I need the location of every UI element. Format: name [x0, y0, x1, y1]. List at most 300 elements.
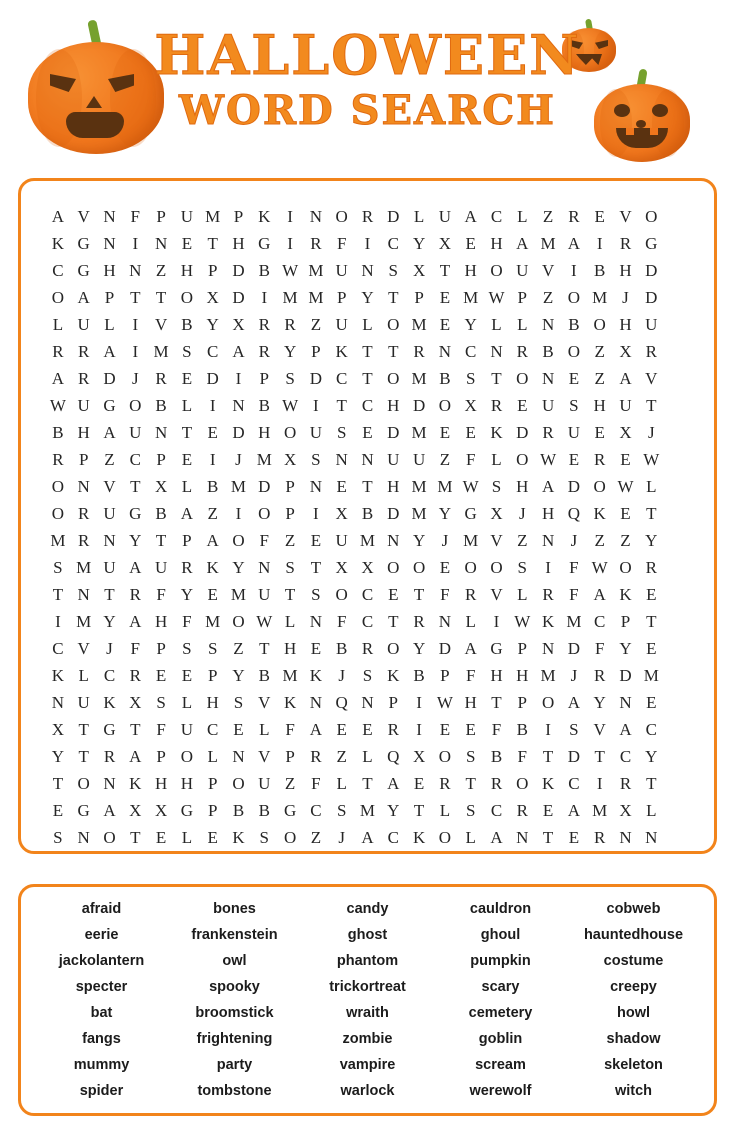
grid-cell[interactable]: E [362, 423, 373, 442]
grid-cell[interactable]: I [596, 774, 603, 793]
word-list-item[interactable]: vampire [339, 1057, 396, 1073]
grid-cell[interactable]: O [438, 396, 452, 415]
grid-cell[interactable] [664, 662, 690, 689]
grid-cell[interactable]: U [180, 720, 194, 739]
grid-cell[interactable]: R [465, 585, 477, 604]
grid-cell[interactable]: E [439, 288, 451, 307]
grid-cell[interactable]: D [567, 747, 581, 766]
grid-cell[interactable]: N [387, 531, 400, 550]
grid-cell[interactable]: U [77, 396, 90, 415]
word-list-item[interactable]: mummy [73, 1057, 130, 1073]
grid-cell[interactable]: B [542, 342, 554, 361]
grid-cell[interactable]: T [542, 828, 554, 847]
grid-cell[interactable]: V [593, 720, 606, 739]
grid-cell[interactable] [664, 716, 690, 743]
grid-cell[interactable]: G [77, 801, 90, 820]
grid-cell[interactable]: L [362, 315, 373, 334]
grid-cell[interactable]: A [619, 720, 632, 739]
grid-cell[interactable] [664, 365, 690, 392]
word-list-item[interactable]: candy [346, 901, 389, 917]
grid-cell[interactable]: X [154, 801, 168, 820]
grid-cell[interactable]: S [285, 369, 295, 388]
grid-cell[interactable]: N [77, 828, 90, 847]
word-list-item[interactable]: zombie [342, 1031, 393, 1047]
grid-cell[interactable]: N [154, 234, 168, 253]
grid-cell[interactable]: D [645, 288, 658, 307]
grid-cell[interactable]: X [335, 558, 348, 577]
word-list-item[interactable]: creepy [610, 979, 657, 995]
grid-cell[interactable]: V [77, 639, 90, 658]
grid-cell[interactable]: B [155, 504, 167, 523]
grid-cell[interactable]: O [180, 747, 194, 766]
grid-cell[interactable]: U [154, 558, 168, 577]
grid-cell[interactable]: G [258, 234, 271, 253]
grid-cell[interactable]: B [52, 423, 64, 442]
grid-cell[interactable]: P [78, 450, 89, 469]
grid-cell[interactable]: Z [594, 342, 605, 361]
grid-cell[interactable]: U [77, 693, 90, 712]
grid-cell[interactable]: C [568, 774, 580, 793]
grid-cell[interactable]: R [78, 369, 90, 388]
grid-cell[interactable]: P [388, 693, 399, 712]
grid-cell[interactable]: G [77, 261, 90, 280]
grid-cell[interactable]: M [230, 477, 247, 496]
grid-cell[interactable]: X [619, 342, 632, 361]
grid-cell[interactable]: M [411, 504, 427, 523]
word-list-item[interactable]: pumpkin [470, 953, 531, 969]
grid-cell[interactable] [664, 203, 690, 230]
grid-cell[interactable]: L [491, 315, 502, 334]
grid-cell[interactable]: R [594, 828, 606, 847]
grid-cell[interactable]: A [464, 207, 477, 226]
grid-cell[interactable]: Z [207, 504, 218, 523]
grid-cell[interactable]: Z [233, 639, 244, 658]
grid-cell[interactable]: H [258, 423, 271, 442]
grid-cell[interactable]: X [129, 801, 142, 820]
grid-cell[interactable]: A [490, 828, 503, 847]
grid-cell[interactable]: T [259, 639, 270, 658]
grid-cell[interactable]: J [338, 828, 345, 847]
grid-cell[interactable]: C [361, 585, 374, 604]
grid-cell[interactable]: T [362, 369, 373, 388]
grid-cell[interactable]: P [156, 207, 166, 226]
grid-cell[interactable]: Y [103, 612, 116, 631]
grid-cell[interactable] [664, 743, 690, 770]
grid-cell[interactable]: D [387, 504, 400, 523]
grid-cell[interactable]: R [516, 342, 528, 361]
word-list-item[interactable]: werewolf [469, 1083, 532, 1099]
grid-cell[interactable]: D [567, 639, 581, 658]
grid-cell[interactable]: U [258, 585, 271, 604]
grid-cell[interactable]: I [132, 315, 139, 334]
grid-cell[interactable]: K [490, 423, 503, 442]
grid-cell[interactable]: O [77, 774, 90, 793]
grid-cell[interactable]: E [207, 828, 218, 847]
grid-cell[interactable]: L [181, 828, 193, 847]
grid-cell[interactable]: U [309, 423, 323, 442]
grid-cell[interactable]: O [593, 477, 606, 496]
grid-cell[interactable]: K [387, 666, 400, 685]
grid-cell[interactable]: R [310, 234, 322, 253]
grid-cell[interactable]: A [103, 342, 116, 361]
grid-cell[interactable]: A [129, 747, 142, 766]
word-list-item[interactable]: ghost [347, 927, 388, 943]
grid-cell[interactable]: I [313, 396, 319, 415]
grid-cell[interactable]: U [619, 396, 632, 415]
grid-cell[interactable]: W [514, 612, 531, 631]
grid-cell[interactable]: O [516, 450, 529, 469]
grid-cell[interactable]: O [129, 396, 142, 415]
grid-cell[interactable]: W [256, 612, 273, 631]
grid-cell[interactable]: U [129, 423, 142, 442]
grid-cell[interactable]: L [181, 477, 193, 496]
grid-cell[interactable]: W [282, 396, 299, 415]
grid-cell[interactable]: F [465, 450, 476, 469]
grid-cell[interactable]: D [232, 423, 245, 442]
grid-cell[interactable]: Y [645, 531, 658, 550]
grid-cell[interactable]: P [207, 801, 218, 820]
grid-cell[interactable]: C [52, 639, 64, 658]
grid-cell[interactable]: V [258, 693, 271, 712]
grid-cell[interactable]: D [438, 639, 452, 658]
grid-cell[interactable]: J [235, 450, 242, 469]
grid-cell[interactable]: T [646, 504, 657, 523]
grid-cell[interactable]: K [206, 558, 219, 577]
grid-cell[interactable]: E [181, 234, 193, 253]
grid-cell[interactable] [664, 311, 690, 338]
grid-cell[interactable]: Z [104, 450, 115, 469]
grid-cell[interactable]: X [619, 423, 632, 442]
grid-cell[interactable]: K [51, 234, 65, 253]
grid-cell[interactable]: P [517, 288, 528, 307]
grid-cell[interactable]: X [412, 747, 426, 766]
grid-cell[interactable]: A [387, 774, 400, 793]
grid-cell[interactable]: N [541, 639, 555, 658]
grid-cell[interactable]: J [106, 639, 113, 658]
grid-cell[interactable]: H [516, 477, 529, 496]
grid-cell[interactable]: O [232, 531, 245, 550]
grid-cell[interactable]: L [207, 747, 218, 766]
grid-cell[interactable]: O [232, 612, 245, 631]
grid-cell[interactable]: Y [129, 531, 142, 550]
grid-cell[interactable]: A [51, 369, 65, 388]
word-list-item[interactable]: spooky [209, 979, 260, 995]
grid-cell[interactable]: Q [567, 504, 581, 523]
grid-cell[interactable]: P [414, 288, 424, 307]
grid-cell[interactable]: H [619, 315, 632, 334]
grid-cell[interactable]: T [155, 531, 167, 550]
grid-cell[interactable]: O [619, 558, 632, 577]
grid-cell[interactable]: Z [310, 315, 322, 334]
grid-cell[interactable]: Z [155, 261, 167, 280]
grid-cell[interactable]: I [209, 450, 216, 469]
grid-cell[interactable]: T [336, 396, 347, 415]
grid-cell[interactable]: D [232, 288, 245, 307]
grid-cell[interactable]: W [617, 477, 634, 496]
grid-cell[interactable]: T [413, 585, 425, 604]
grid-cell[interactable]: F [311, 774, 321, 793]
grid-cell[interactable]: O [335, 585, 348, 604]
grid-cell[interactable]: H [490, 234, 503, 253]
grid-cell[interactable]: T [439, 261, 451, 280]
grid-cell[interactable]: B [155, 396, 167, 415]
grid-cell[interactable]: E [517, 396, 528, 415]
grid-cell[interactable]: K [283, 693, 297, 712]
word-list-item[interactable]: broomstick [195, 1005, 274, 1021]
grid-cell[interactable]: G [77, 234, 90, 253]
grid-cell[interactable]: K [412, 828, 426, 847]
grid-cell[interactable] [664, 635, 690, 662]
grid-cell[interactable]: I [571, 261, 577, 280]
grid-cell[interactable]: B [439, 369, 451, 388]
grid-cell[interactable]: R [129, 585, 141, 604]
grid-cell[interactable]: N [361, 693, 374, 712]
grid-cell[interactable]: D [258, 477, 271, 496]
grid-cell[interactable]: R [490, 396, 503, 415]
grid-cell[interactable]: C [594, 612, 606, 631]
grid-cell[interactable]: M [411, 315, 427, 334]
grid-cell[interactable]: Z [439, 450, 451, 469]
grid-cell[interactable]: E [413, 774, 425, 793]
grid-cell[interactable]: P [517, 639, 528, 658]
grid-cell[interactable]: P [182, 531, 192, 550]
grid-cell[interactable]: V [490, 585, 503, 604]
grid-cell[interactable]: B [258, 666, 270, 685]
grid-cell[interactable]: Y [412, 234, 426, 253]
grid-cell[interactable]: O [387, 369, 400, 388]
grid-cell[interactable]: S [156, 693, 166, 712]
grid-cell[interactable]: C [387, 234, 399, 253]
grid-cell[interactable]: N [129, 261, 142, 280]
grid-cell[interactable]: T [388, 612, 399, 631]
word-list-item[interactable]: cauldron [469, 901, 532, 917]
grid-cell[interactable]: R [361, 207, 374, 226]
grid-cell[interactable]: B [594, 261, 606, 280]
grid-cell[interactable]: D [387, 207, 400, 226]
grid-cell[interactable]: N [541, 531, 555, 550]
grid-cell[interactable]: I [416, 720, 422, 739]
grid-cell[interactable]: V [619, 207, 632, 226]
grid-cell[interactable]: H [387, 396, 400, 415]
grid-cell[interactable]: A [129, 612, 142, 631]
grid-cell[interactable]: R [490, 774, 503, 793]
grid-cell[interactable]: E [646, 585, 657, 604]
grid-cell[interactable]: I [209, 396, 216, 415]
grid-cell[interactable]: R [129, 666, 141, 685]
grid-cell[interactable]: G [283, 801, 297, 820]
grid-cell[interactable]: T [130, 477, 141, 496]
grid-cell[interactable]: N [309, 207, 323, 226]
grid-cell[interactable]: M [308, 261, 324, 280]
grid-cell[interactable]: L [181, 396, 193, 415]
grid-cell[interactable]: L [78, 666, 89, 685]
grid-cell[interactable]: P [620, 612, 631, 631]
grid-cell[interactable]: B [336, 639, 348, 658]
grid-cell[interactable]: C [207, 342, 219, 361]
grid-cell[interactable]: H [516, 666, 529, 685]
grid-cell[interactable]: L [646, 477, 657, 496]
grid-cell[interactable]: T [130, 720, 141, 739]
grid-cell[interactable]: J [441, 531, 449, 550]
grid-cell[interactable]: Z [542, 207, 554, 226]
grid-cell[interactable]: V [258, 747, 271, 766]
grid-cell[interactable]: T [491, 693, 502, 712]
grid-cell[interactable]: M [76, 612, 92, 631]
grid-cell[interactable]: J [338, 666, 345, 685]
grid-cell[interactable]: M [437, 477, 453, 496]
grid-cell[interactable]: E [155, 666, 167, 685]
grid-cell[interactable]: L [259, 720, 270, 739]
grid-cell[interactable]: U [412, 450, 426, 469]
grid-cell[interactable]: D [387, 423, 400, 442]
grid-cell[interactable]: I [416, 693, 422, 712]
grid-cell[interactable]: X [335, 504, 348, 523]
grid-cell[interactable]: L [104, 315, 115, 334]
word-list-item[interactable]: goblin [478, 1031, 523, 1047]
grid-cell[interactable]: U [180, 207, 194, 226]
grid-cell[interactable]: Y [51, 747, 65, 766]
grid-cell[interactable]: M [566, 612, 582, 631]
grid-cell[interactable]: R [310, 747, 322, 766]
grid-cell[interactable]: E [155, 828, 167, 847]
grid-cell[interactable]: C [490, 801, 503, 820]
grid-cell[interactable]: N [541, 369, 555, 388]
grid-cell[interactable] [664, 257, 690, 284]
grid-cell[interactable]: Z [542, 288, 554, 307]
grid-cell[interactable]: B [207, 477, 219, 496]
grid-cell[interactable]: E [594, 423, 605, 442]
grid-cell[interactable]: R [516, 801, 528, 820]
grid-cell[interactable]: S [465, 369, 476, 388]
grid-cell[interactable]: F [569, 558, 579, 577]
grid-cell[interactable]: F [130, 639, 141, 658]
grid-cell[interactable]: N [77, 477, 90, 496]
grid-cell[interactable]: M [540, 666, 556, 685]
grid-cell[interactable] [664, 446, 690, 473]
grid-cell[interactable]: S [569, 396, 579, 415]
grid-cell[interactable]: O [490, 558, 503, 577]
grid-cell[interactable]: F [517, 747, 528, 766]
grid-cell[interactable]: T [542, 747, 554, 766]
word-list-item[interactable]: spider [79, 1083, 124, 1099]
grid-cell[interactable]: R [284, 315, 296, 334]
grid-cell[interactable]: E [646, 693, 657, 712]
grid-cell[interactable] [664, 797, 690, 824]
grid-cell[interactable]: I [493, 612, 500, 631]
grid-cell[interactable]: H [77, 423, 90, 442]
grid-cell[interactable]: N [619, 693, 632, 712]
grid-cell[interactable]: T [181, 423, 193, 442]
grid-cell[interactable]: B [232, 801, 245, 820]
grid-cell[interactable]: M [411, 423, 427, 442]
grid-cell[interactable]: U [567, 423, 581, 442]
grid-cell[interactable]: N [335, 450, 348, 469]
grid-cell[interactable]: H [541, 504, 555, 523]
grid-cell[interactable]: H [593, 396, 606, 415]
grid-cell[interactable]: E [388, 585, 399, 604]
grid-cell[interactable]: B [181, 315, 193, 334]
grid-cell[interactable]: A [103, 423, 116, 442]
grid-cell[interactable]: J [570, 666, 578, 685]
grid-cell[interactable]: T [646, 612, 657, 631]
grid-cell[interactable]: D [567, 477, 581, 496]
grid-cell[interactable]: B [258, 261, 270, 280]
grid-cell[interactable]: K [129, 774, 142, 793]
grid-cell[interactable]: T [413, 801, 425, 820]
grid-cell[interactable]: O [335, 207, 348, 226]
grid-cell[interactable]: P [285, 504, 295, 523]
grid-cell[interactable]: O [516, 369, 529, 388]
word-list-item[interactable]: jackolantern [58, 953, 145, 969]
grid-cell[interactable]: S [517, 558, 528, 577]
grid-cell[interactable]: N [103, 207, 116, 226]
grid-cell[interactable]: N [619, 828, 632, 847]
grid-cell[interactable]: T [388, 288, 399, 307]
word-list-item[interactable]: specter [75, 979, 128, 995]
grid-cell[interactable]: N [541, 315, 555, 334]
grid-cell[interactable]: Y [645, 747, 658, 766]
grid-cell[interactable]: F [569, 585, 579, 604]
grid-cell[interactable]: B [361, 504, 374, 523]
grid-cell[interactable]: M [308, 288, 324, 307]
grid-cell[interactable]: G [129, 504, 142, 523]
grid-cell[interactable]: O [464, 558, 477, 577]
grid-cell[interactable]: N [154, 423, 168, 442]
grid-cell[interactable]: Z [620, 531, 631, 550]
grid-cell[interactable]: E [465, 720, 476, 739]
grid-cell[interactable]: H [180, 774, 194, 793]
grid-cell[interactable]: R [258, 342, 270, 361]
grid-cell[interactable]: R [103, 747, 116, 766]
grid-cell[interactable]: L [181, 693, 193, 712]
word-list-item[interactable]: ghoul [480, 927, 521, 943]
grid-cell[interactable]: B [490, 747, 503, 766]
grid-cell[interactable]: M [411, 369, 427, 388]
grid-cell[interactable]: Y [232, 666, 245, 685]
grid-cell[interactable]: U [541, 396, 555, 415]
grid-cell[interactable]: F [465, 666, 476, 685]
word-list-item[interactable]: costume [603, 953, 664, 969]
grid-cell[interactable]: W [488, 288, 505, 307]
grid-cell[interactable]: T [646, 774, 657, 793]
grid-cell[interactable]: F [156, 720, 166, 739]
grid-cell[interactable]: R [619, 234, 632, 253]
grid-cell[interactable]: T [362, 477, 373, 496]
grid-cell[interactable]: E [336, 477, 347, 496]
grid-cell[interactable]: T [155, 288, 167, 307]
grid-cell[interactable]: A [129, 558, 142, 577]
grid-cell[interactable]: T [465, 774, 476, 793]
grid-cell[interactable]: Z [517, 531, 528, 550]
grid-cell[interactable]: K [309, 666, 323, 685]
grid-cell[interactable] [664, 338, 690, 365]
grid-cell[interactable]: H [464, 261, 477, 280]
grid-cell[interactable]: N [103, 234, 116, 253]
grid-cell[interactable]: R [52, 450, 64, 469]
grid-cell[interactable]: X [438, 234, 452, 253]
grid-cell[interactable]: C [310, 801, 322, 820]
grid-cell[interactable]: E [310, 531, 322, 550]
grid-cell[interactable]: R [542, 585, 554, 604]
grid-cell[interactable]: N [361, 450, 374, 469]
grid-cell[interactable]: G [103, 396, 116, 415]
grid-cell[interactable]: O [283, 423, 297, 442]
grid-cell[interactable]: B [413, 666, 425, 685]
word-list-item[interactable]: howl [616, 1005, 651, 1021]
grid-cell[interactable]: R [645, 558, 657, 577]
grid-cell[interactable]: P [259, 369, 270, 388]
grid-cell[interactable]: P [285, 747, 295, 766]
